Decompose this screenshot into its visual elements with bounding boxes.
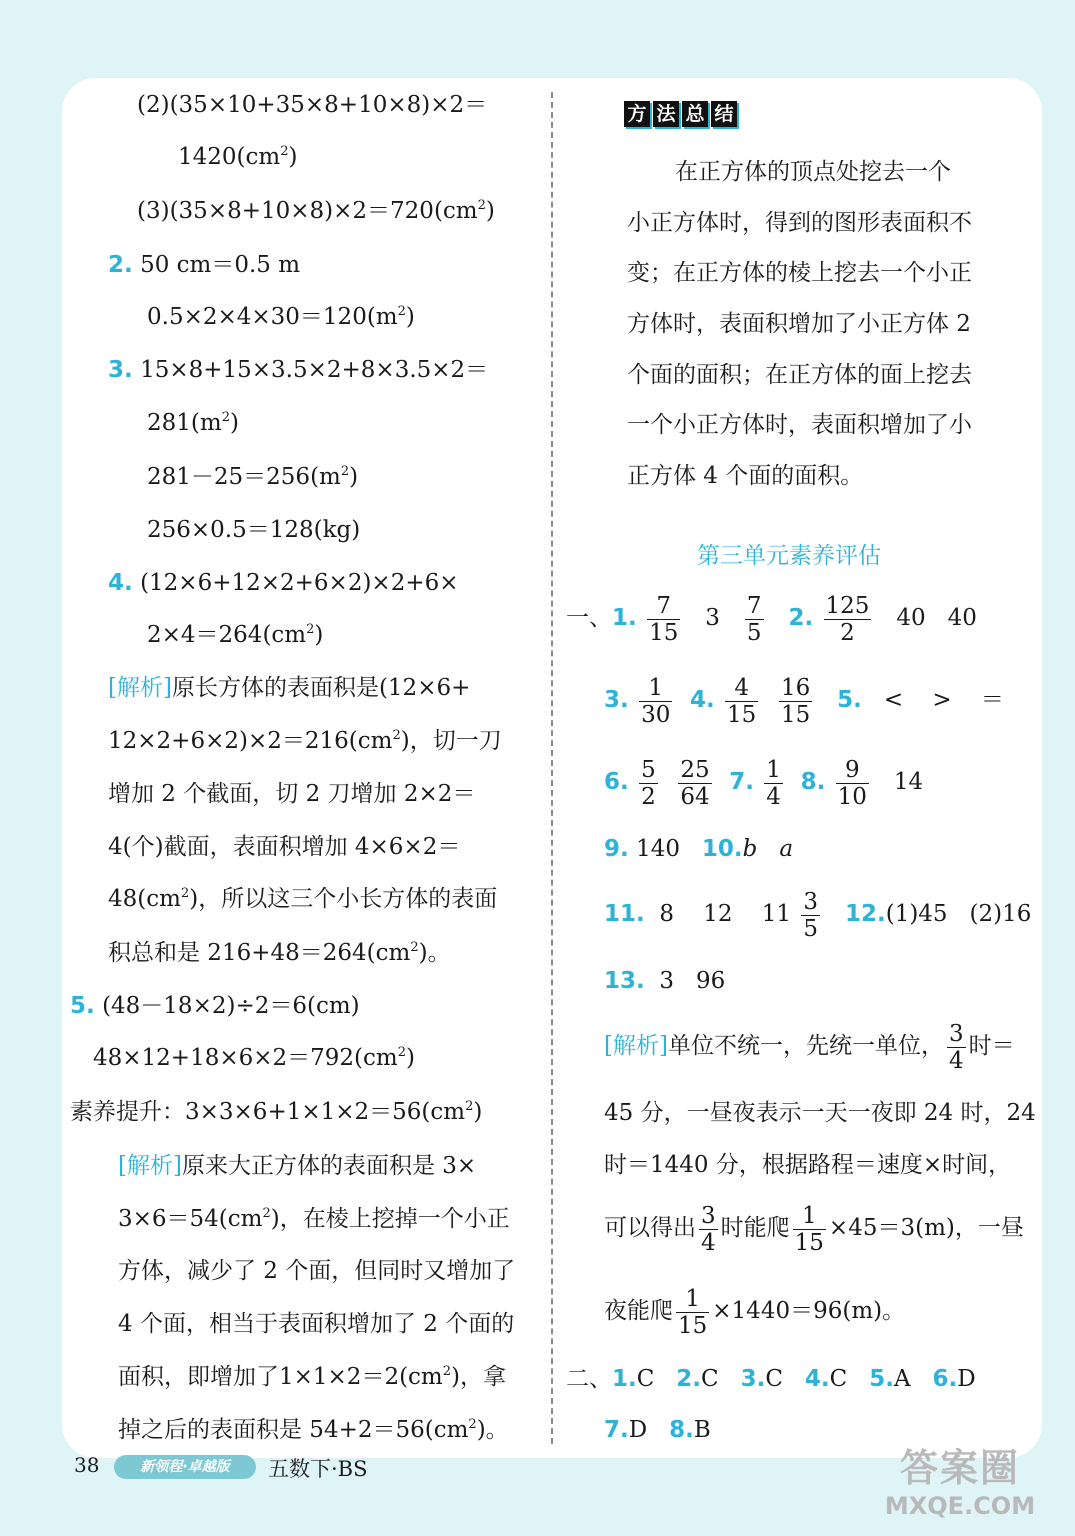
analysis-3-line-4: 可以得出 $\frac{3}{4}$ 时能爬 $\frac{1}{15}$ ×45＝3(m)，一昼 [604,1202,1024,1256]
answers-row-4: 9. 140 10.b a [604,836,794,862]
method-line-4: 方体时，表面积增加了小正方体 2 [627,311,971,337]
fraction: $\frac{5}{2}$ [641,756,656,810]
answers-row-2: 3. $\frac{1}{30}$ 4. $\frac{4}{15}$ $\frac{16}{15}$ 5. < > ＝ [604,674,1004,728]
fraction: $\frac{1}{15}$ [678,1285,708,1339]
method-char: 方 [624,101,650,127]
question-2-calc: $0.5\times 2\times 4\times 30=120(m^2)$ [147,304,415,330]
analysis-2-line-5: 面积，即增加了$1\times 1\times 2=2(cm^2)$，拿 [118,1364,507,1390]
question-3-b: $281(m^2)$ [147,410,239,436]
fraction: $\frac{3}{4}$ [701,1202,716,1256]
method-line-3: 变；在正方体的棱上挖去一个小正 [627,260,972,286]
answers-row-5: 11. 8 12 11 $\frac{3}{5}$ 12.(1)45 (2)16 [604,888,1032,942]
method-line-7: 正方体 4 个面的面积。 [627,463,864,489]
method-summary-heading [624,101,737,127]
watermark-text: 答案圈 [899,1446,1020,1490]
book-label: 五数下·BS [268,1457,368,1481]
question-3-c: $281-25=256(m^2)$ [147,464,359,490]
method-char: 总 [682,101,708,127]
fraction: $\frac{7}{15}$ [649,592,679,646]
method-line-2: 小正方体时，得到的图形表面积不 [627,210,972,236]
fraction: $\frac{3}{4}$ [948,1020,964,1074]
choice-answers-row-1: 二、1.C 2.C 3.C 4.C 5.A 6.D [566,1366,976,1392]
analysis-1-line-1: [解析]原长方体的表面积是(12×6+ [108,675,471,701]
series-badge: 新领程·卓越版 [114,1455,256,1479]
method-char: 结 [711,101,737,127]
analysis-1-line-5: $48(cm^2)$，所以这三个小长方体的表面 [108,886,498,912]
fraction: $\frac{9}{10}$ [837,756,867,810]
line-3-calc: $(3)(35\times 8+10\times 8)\times 2=720(cm^2)$ [137,198,495,224]
fraction: $\frac{1}{15}$ [794,1202,824,1256]
analysis-2-line-3: 方体，减少了 2 个面，但同时又增加了 [118,1258,516,1284]
question-5: 5. (48－18×2)÷2＝6(cm) [70,993,360,1019]
question-3-d: 256×0.5＝128(kg) [147,517,361,543]
line-2-calc: (2)(35×10+35×8+10×8)×2＝ [137,92,488,118]
fraction: $\frac{16}{15}$ [780,674,811,728]
question-4-b: $2\times 4=264(cm^2)$ [147,622,324,648]
fraction: $\frac{1}{30}$ [641,674,671,728]
analysis-3-line-1: [解析]单位不统一，先统一单位， $\frac{3}{4}$ 时＝ [604,1020,1015,1074]
fraction: $\frac{4}{15}$ [727,674,757,728]
analysis-3-line-3: 时＝1440 分，根据路程＝速度×时间， [604,1152,1012,1178]
analysis-1-line-6: 积总和是 $216+48=264(cm^2)$。 [108,940,451,966]
question-5-b: $48\times 12+18\times 6\times 2=792(cm^2)$ [93,1045,415,1071]
analysis-1-line-2: $12\times 2+6\times 2)\times 2=216(cm^2)$，切一刀 [108,728,502,754]
question-4: 4. (12×6+12×2+6×2)×2+6× [108,570,459,596]
analysis-2-line-6: 掉之后的表面积是 $54+2=56(cm^2)$。 [118,1417,509,1443]
literacy-improvement: 素养提升：$3\times 3\times 6+1\times 1\times 2=56(cm^2)$ [70,1099,483,1125]
fraction: $\frac{125}{2}$ [825,592,870,646]
analysis-2-line-2: $3\times 6=54(cm^2)$，在棱上挖掉一个小正 [118,1206,510,1232]
page-number: 38 [74,1453,100,1477]
fraction: $\frac{3}{5}$ [803,888,819,942]
method-char: 法 [653,101,679,127]
line-2-result: $1420(cm^2)$ [178,144,298,170]
fraction: $\frac{1}{4}$ [766,756,781,810]
method-line-1: 在正方体的顶点处挖去一个 [675,159,951,185]
analysis-3-line-2: 45 分，一昼夜表示一天一夜即 24 时，24 [604,1100,1036,1126]
section-title: 第三单元素养评估 [697,543,881,569]
watermark-url: MXQE.COM [884,1492,1036,1520]
method-line-6: 一个小正方体时，表面积增加了小 [627,412,972,438]
analysis-1-line-4: 4(个)截面，表面积增加 4×6×2＝ [108,834,461,860]
answers-row-3: 6. $\frac{5}{2}$ $\frac{25}{64}$ 7. $\frac{1}{4}$ 8. $\frac{9}{10}$ 14 [604,756,924,810]
watermark [880,1445,1040,1525]
choice-answers-row-2: 7.D 8.B [604,1417,711,1443]
analysis-1-line-3: 增加 2 个截面，切 2 刀增加 2×2＝ [108,781,476,807]
question-3: 3. 15×8+15×3.5×2+8×3.5×2＝ [108,357,489,383]
answers-row-6: 13. 3 96 [604,968,726,994]
method-line-5: 个面的面积；在正方体的面上挖去 [627,362,972,388]
column-divider [551,92,553,1444]
answers-row-1: 一、1. $\frac{7}{15}$ 3 $\frac{7}{5}$ 2. $\frac{125}{2}$ 40 40 [566,592,977,646]
analysis-3-line-5: 夜能爬 $\frac{1}{15}$ ×1440＝96(m)。 [604,1285,906,1339]
analysis-2-line-1: [解析]原来大正方体的表面积是 3× [118,1153,477,1179]
fraction: $\frac{25}{64}$ [680,756,710,810]
fraction: $\frac{7}{5}$ [746,592,762,646]
analysis-2-line-4: 4 个面，相当于表面积增加了 2 个面的 [118,1311,515,1337]
question-2: 2. 50 cm＝0.5 m [108,252,301,278]
